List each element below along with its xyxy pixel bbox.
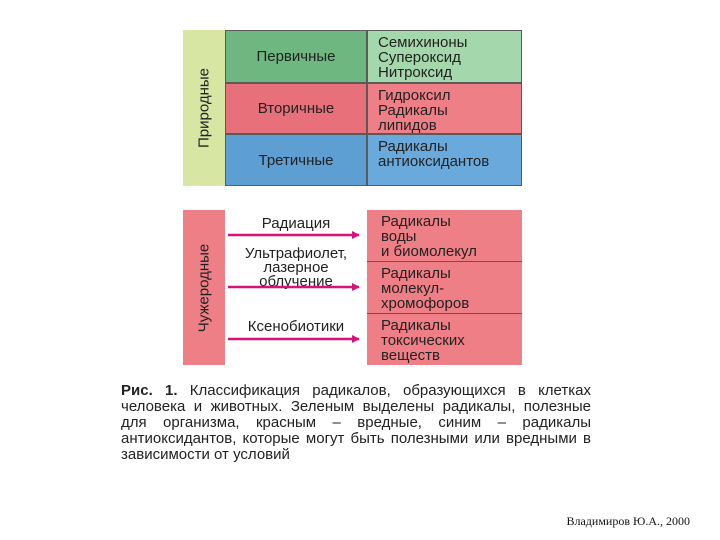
source-line: Ультрафиолет, [244,245,348,262]
example-item: липидов [378,117,437,134]
foreign-side-label: Чужеродные [195,243,213,332]
caption-label: Рис. 1. [121,382,178,399]
category-secondary-label: Вторичные [257,100,335,117]
result-line: веществ [381,347,440,364]
result-line: хромофоров [381,295,470,312]
example-item: Радикалы [378,102,448,119]
result-line: Радикалы [381,265,451,282]
result-line: молекул- [381,280,445,297]
source-line: облучение [259,273,333,290]
result-line: токсических [381,332,465,349]
category-primary-label: Первичные [256,48,336,65]
figure-caption [121,383,591,463]
example-item: Нитроксид [378,64,453,81]
source-line: Радиация [261,215,331,232]
example-item: Гидроксил [378,87,451,104]
result-line: Радикалы [381,317,451,334]
example-item: антиоксидантов [378,153,490,170]
result-line: и биомолекул [381,243,477,260]
example-item: Семихиноны [378,34,468,51]
credit-text: Владимиров Ю.А., 2000 [566,514,690,528]
caption-text: Классификация радикалов, образующихся в клетках человека и животных. Зеленым выделены радикалы, полезные для организма, красным – вредные, синим – радикалы антиоксидантов, которые могут быть полезными или вредными в зависимости от условий [121,382,591,463]
example-item: Супероксид [378,49,461,66]
result-line: воды [381,228,417,245]
result-line: Радикалы [381,213,451,230]
category-tertiary-label: Третичные [258,151,334,169]
source-line: лазерное [263,259,329,276]
natural-side-label: Природные [195,67,213,149]
example-item: Радикалы [378,138,448,155]
source-line: Ксенобиотики [247,318,345,335]
